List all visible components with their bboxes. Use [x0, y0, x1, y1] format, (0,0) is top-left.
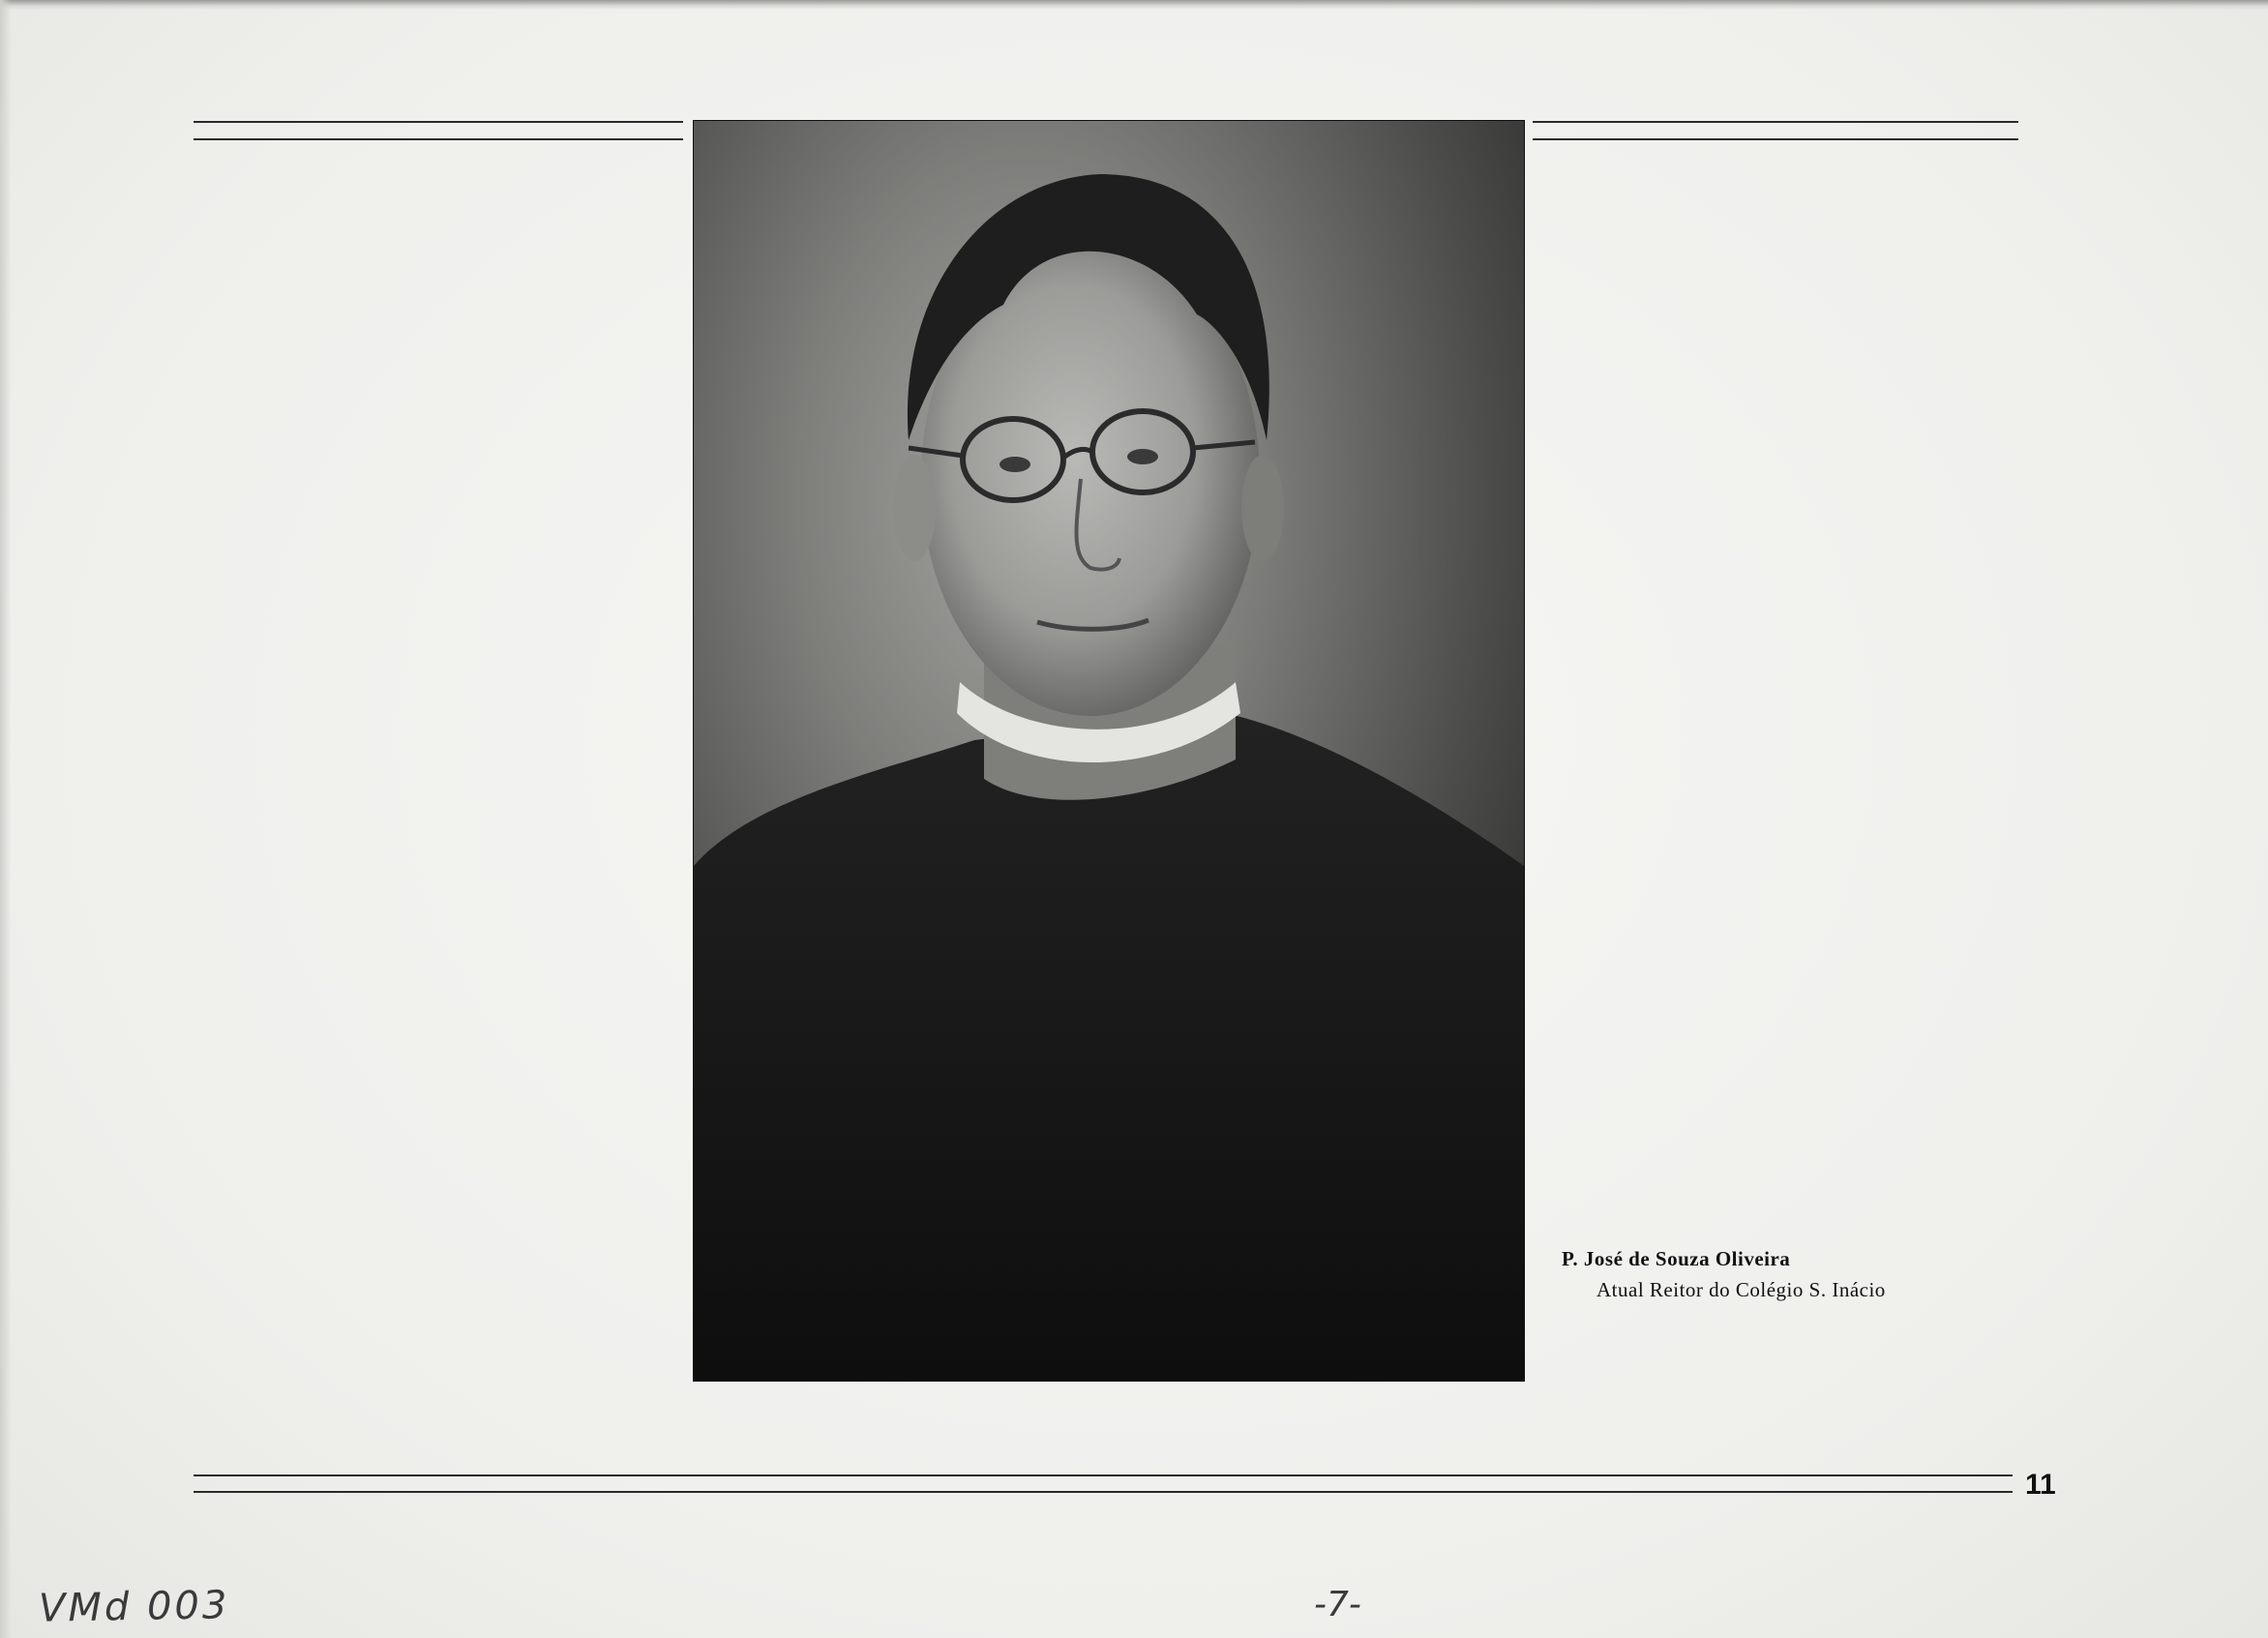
page-left-edge	[0, 0, 12, 1638]
top-rule-right-1	[1533, 121, 2018, 123]
top-rule-left-2	[194, 138, 683, 140]
caption-name: P. José de Souza Oliveira	[1562, 1247, 1791, 1270]
bottom-rule-1	[194, 1474, 2013, 1476]
bottom-rule-2	[194, 1491, 2013, 1493]
portrait-photo	[693, 120, 1525, 1382]
top-rule-right-2	[1533, 138, 2018, 140]
handwritten-reference: VMd 003	[38, 1583, 230, 1631]
page-number: 11	[2025, 1469, 2056, 1501]
photo-caption	[1562, 1243, 1886, 1305]
top-rule-left-1	[194, 121, 683, 123]
portrait-image	[694, 121, 1524, 1381]
caption-role: Atual Reitor do Colégio S. Inácio	[1597, 1278, 1886, 1301]
handwritten-page-number: -7-	[1314, 1585, 1361, 1624]
page-top-edge	[0, 0, 2268, 10]
